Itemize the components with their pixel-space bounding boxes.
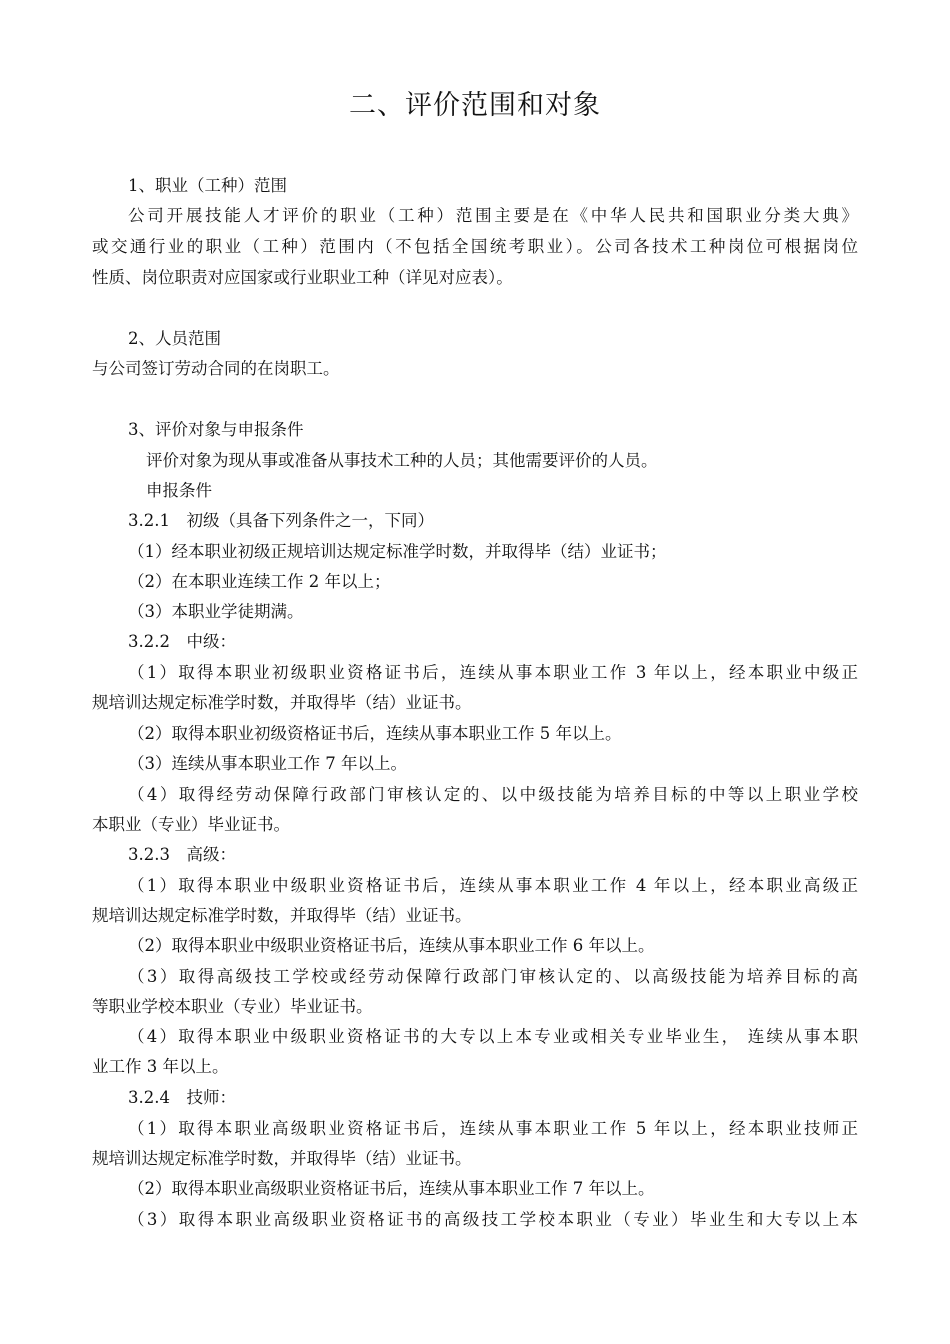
clause-item-continuation: 规培训达规定标准学时数，并取得毕（结）业证书。: [92, 1149, 472, 1168]
clause-item: （1）经本职业初级正规培训达规定标准学时数，并取得毕（结）业证书；: [128, 542, 667, 561]
section-2-paragraph: 与公司签订劳动合同的在岗职工。: [92, 359, 340, 378]
clause-item: （4）取得经劳动保障行政部门审核认定的、以中级技能为培养目标的中等以上职业学校: [128, 785, 858, 804]
clause-item: （2）取得本职业高级职业资格证书后，连续从事本职业工作 7 年以上。: [128, 1179, 655, 1198]
section-3-paragraph: 评价对象为现从事或准备从事技术工种的人员；其他需要评价的人员。: [146, 451, 658, 470]
clause-item: （1）取得本职业初级职业资格证书后，连续从事本职业工作 3 年以上，经本职业中级正: [128, 663, 858, 682]
section-1-heading: 1、职业（工种）范围: [128, 176, 287, 195]
clause-3-2-2-heading: 3.2.2 中级：: [128, 632, 236, 651]
clause-item: （3）取得高级技工学校或经劳动保障行政部门审核认定的、以高级技能为培养目标的高: [128, 967, 858, 986]
section-2-heading: 2、人员范围: [128, 329, 221, 348]
clause-item: （3）连续从事本职业工作 7 年以上。: [128, 754, 407, 773]
section-3-heading: 3、评价对象与申报条件: [128, 420, 304, 439]
section-1-paragraph-line: 或交通行业的职业（工种）范围内（不包括全国统考职业）。公司各技术工种岗位可根据岗位: [92, 237, 858, 256]
clause-item: （4）取得本职业中级职业资格证书的大专以上本专业或相关专业毕业生， 连续从事本职: [128, 1027, 858, 1046]
clause-item-continuation: 本职业（专业）毕业证书。: [92, 815, 290, 834]
clause-item: （2）在本职业连续工作 2 年以上；: [128, 572, 391, 591]
page-title: 二、评价范围和对象: [349, 90, 601, 121]
clause-item-continuation: 规培训达规定标准学时数，并取得毕（结）业证书。: [92, 693, 472, 712]
section-1-paragraph-line: 性质、岗位职责对应国家或行业职业工种（详见对应表）。: [92, 268, 513, 287]
clause-item: （2）取得本职业中级职业资格证书后，连续从事本职业工作 6 年以上。: [128, 936, 655, 955]
clause-item: （3）本职业学徒期满。: [128, 602, 304, 621]
clause-item-continuation: 规培训达规定标准学时数，并取得毕（结）业证书。: [92, 906, 472, 925]
clause-item-continuation: 业工作 3 年以上。: [92, 1057, 229, 1076]
clause-item: （2）取得本职业初级资格证书后，连续从事本职业工作 5 年以上。: [128, 724, 622, 743]
clause-item: （3）取得本职业高级职业资格证书的高级技工学校本职业（专业）毕业生和大专以上本: [128, 1210, 858, 1229]
section-3-subheading: 申报条件: [146, 481, 212, 500]
clause-item: （1）取得本职业高级职业资格证书后，连续从事本职业工作 5 年以上，经本职业技师正: [128, 1119, 858, 1138]
section-1-paragraph-line: 公司开展技能人才评价的职业（工种）范围主要是在《中华人民共和国职业分类大典》: [128, 206, 858, 225]
clause-3-2-1-heading: 3.2.1 初级（具备下列条件之一，下同）: [128, 511, 434, 530]
clause-3-2-4-heading: 3.2.4 技师：: [128, 1088, 236, 1107]
clause-3-2-3-heading: 3.2.3 高级：: [128, 845, 236, 864]
clause-item: （1）取得本职业中级职业资格证书后，连续从事本职业工作 4 年以上，经本职业高级正: [128, 876, 858, 895]
clause-item-continuation: 等职业学校本职业（专业）毕业证书。: [92, 997, 373, 1016]
